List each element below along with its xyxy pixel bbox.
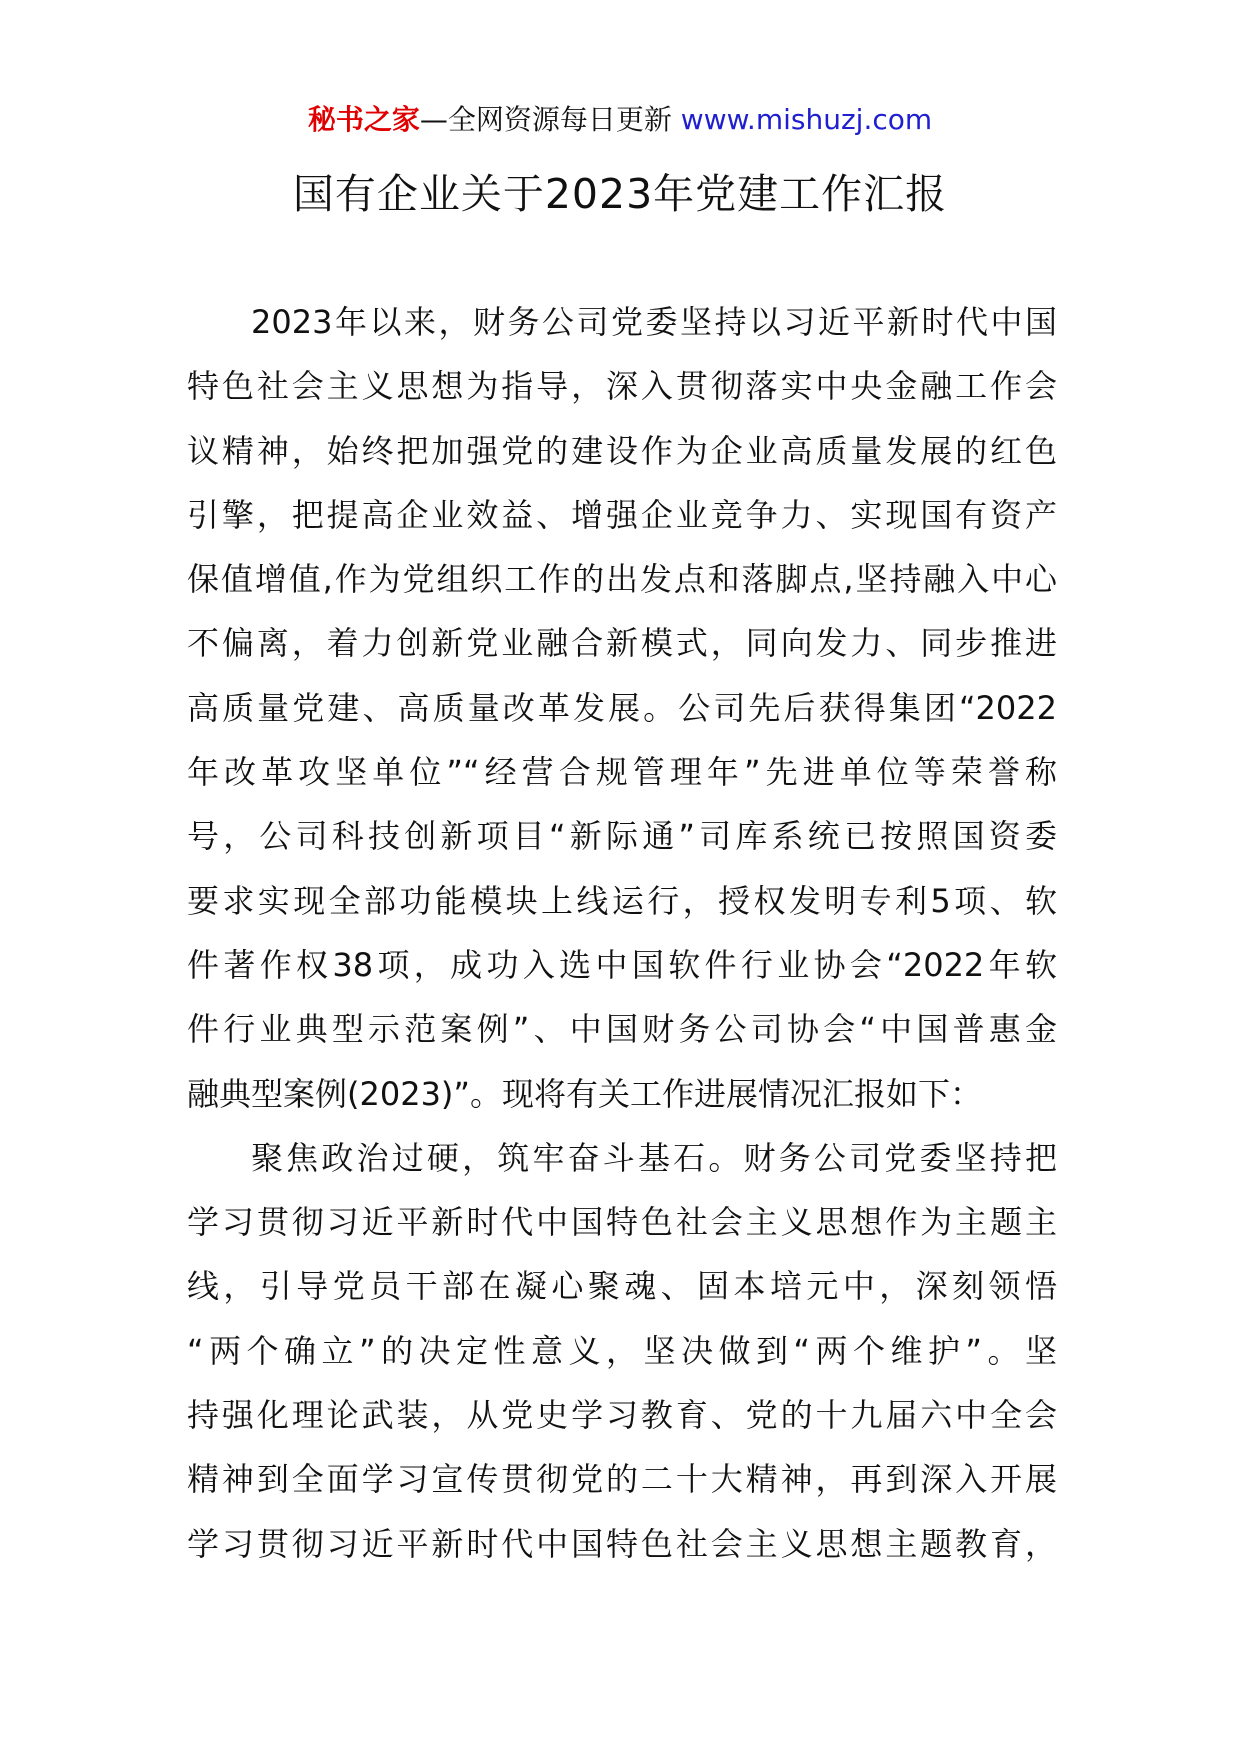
paragraph-line: 精神到全面学习宣传贯彻党的二十大精神，再到深入开展 [187,1460,1057,1499]
paragraph-line: “两个确立”的决定性意义，坚决做到“两个维护”。坚 [187,1331,1057,1370]
paragraph-line: 不偏离，着力创新党业融合新模式，同向发力、同步推进 [187,624,1057,663]
paragraph-line: 引擎，把提高企业效益、增强企业竞争力、实现国有资产 [187,495,1057,534]
brand-name: 秘书之家 [307,103,420,136]
document-title: 国有企业关于2023年党建工作汇报 [292,170,948,218]
paragraph-line: 线，引导党员干部在凝心聚魂、固本培元中，深刻领悟 [187,1267,1057,1306]
paragraph-line: 特色社会主义思想为指导，深入贯彻落实中央金融工作会 [187,367,1057,406]
document-body [187,290,1057,1576]
paragraph-line: 学习贯彻习近平新时代中国特色社会主义思想作为主题主 [187,1203,1057,1242]
paragraph-line: 年改革攻坚单位”“经营合规管理年”先进单位等荣誉称 [187,753,1057,792]
header-tagline: —全网资源每日更新 [419,103,672,136]
site-header [0,100,1240,140]
paragraph-line: 高质量党建、高质量改革发展。公司先后获得集团“2022 [187,688,1057,727]
paragraph-line: 议精神，始终把加强党的建设作为企业高质量发展的红色 [187,431,1057,470]
paragraph-line: 件著作权38项，成功入选中国软件行业协会“2022年软 [187,945,1057,984]
paragraph-line: 保值增值,作为党组织工作的出发点和落脚点,坚持融入中心 [187,560,1057,599]
paragraph-line: 要求实现全部功能模块上线运行，授权发明专利5项、软 [187,881,1057,920]
site-url-link[interactable]: www.mishuzj.com [680,103,933,136]
paragraph-line: 学习贯彻习近平新时代中国特色社会主义思想主题教育， [187,1524,1057,1563]
paragraph-line: 融典型案例(2023)”。现将有关工作进展情况汇报如下： [187,1074,982,1113]
paragraph-line: 件行业典型示范案例”、中国财务公司协会“中国普惠金 [187,1010,1057,1049]
paragraph-line: 2023年以来，财务公司党委坚持以习近平新时代中国 [251,303,1057,341]
paragraph-line: 号，公司科技创新项目“新际通”司库系统已按照国资委 [187,817,1057,856]
paragraph-line: 聚焦政治过硬，筑牢奋斗基石。财务公司党委坚持把 [251,1138,1057,1177]
paragraph-line: 持强化理论武装，从党史学习教育、党的十九届六中全会 [187,1396,1057,1435]
